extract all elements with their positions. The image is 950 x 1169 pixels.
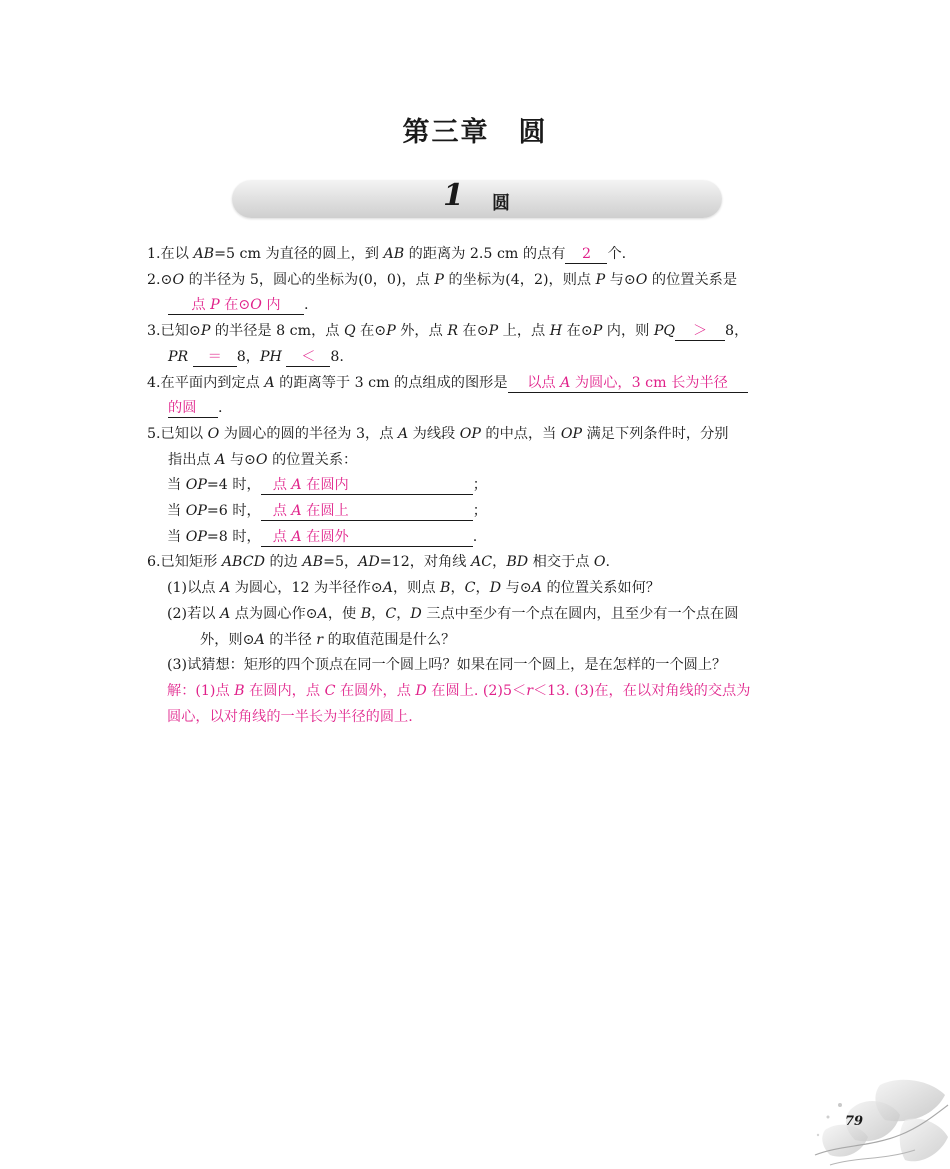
question-5: 5.已知以 O 为圆心的圆的半径为 3，点 A 为线段 OP 的中点，当 OP 满足下列条件时，分别 [147,425,729,442]
section-number: 1 [443,178,464,213]
answer-blank: 以点 A 为圆心，3 cm 长为半径 [508,374,748,393]
question-6-part-2-continued: 外，则⊙A 的半径 r 的取值范围是什么？ [200,631,456,648]
answer-blank: 点 P 在⊙O 内 [168,296,304,315]
section-name: 圆 [492,193,510,214]
solution: 解：(1)点 B 在圆内，点 C 在圆外，点 D 在圆上. (2)5＜r＜13. (3)在，在以对角线的交点为 [167,682,751,699]
question-6-part-2: (2)若以 A 点为圆心作⊙A，使 B，C，D 三点中至少有一个点在圆内，且至少有一个点在圆 [167,605,739,622]
corner-flower-ornament-icon [810,1075,950,1169]
section-banner [232,180,722,218]
question-6-part-3: (3)试猜想：矩形的四个顶点在同一个圆上吗？如果在同一个圆上，是在怎样的一个圆上？ [167,657,727,674]
answer-blank: ＜ [286,348,330,367]
question-3-continued: PR ＝ 8，PH ＜ 8. [168,348,344,365]
question-5-case-3: 当 OP=8 时， 点 A 在圆外 . [167,528,478,545]
answer-blank: 的圆 [168,399,218,418]
answer-blank: ＞ [675,322,725,341]
solution-continued: 圆心，以对角线的一半长为半径的圆上. [167,708,413,725]
answer-blank: 点 A 在圆外 [261,528,473,547]
chapter-title: 第三章 圆 [402,117,548,148]
question-6: 6.已知矩形 ABCD 的边 AB=5，AD=12，对角线 AC，BD 相交于点 O. [147,554,611,571]
question-4: 4.在平面内到定点 A 的距离等于 3 cm 的点组成的图形是 以点 A 为圆心，3 cm 长为半径 [147,371,817,397]
answer-blank: 点 A 在圆上 [261,502,473,521]
question-3: 3.已知⊙P 的半径是 8 cm，点 Q 在⊙P 外，点 R 在⊙P 上，点 H 在⊙P 内，则 PQ ＞ 8， [147,323,749,340]
question-2-answer-line: 点 P 在⊙O 内 . [147,293,817,319]
question-4-continued: 的圆 . [168,400,223,417]
question-1: 1.在以 AB=5 cm 为直径的圆上，到 AB 的距离为 2.5 cm 的点有 2 个. [147,246,627,262]
answer-blank: 点 A 在圆内 [261,476,473,495]
answer-blank: 2 [565,245,607,264]
question-5-continued: 指出点 A 与⊙O 的位置关系： [168,451,358,468]
answer-blank: ＝ [193,348,237,367]
question-2: 2.⊙O 的半径为 5，圆心的坐标为(0，0)，点 P 的坐标为(4，2)，则点 P 与⊙O 的位置关系是 [147,271,738,288]
question-5-case-2: 当 OP=6 时， 点 A 在圆上 ； [167,503,487,520]
question-6-part-1: (1)以点 A 为圆心，12 为半径作⊙A，则点 B，C，D 与⊙A 的位置关系如何？ [167,580,660,597]
page-number: 79 [845,1114,864,1129]
question-5-case-1: 当 OP=4 时， 点 A 在圆内 ； [167,477,487,494]
exercise-list [147,242,817,730]
